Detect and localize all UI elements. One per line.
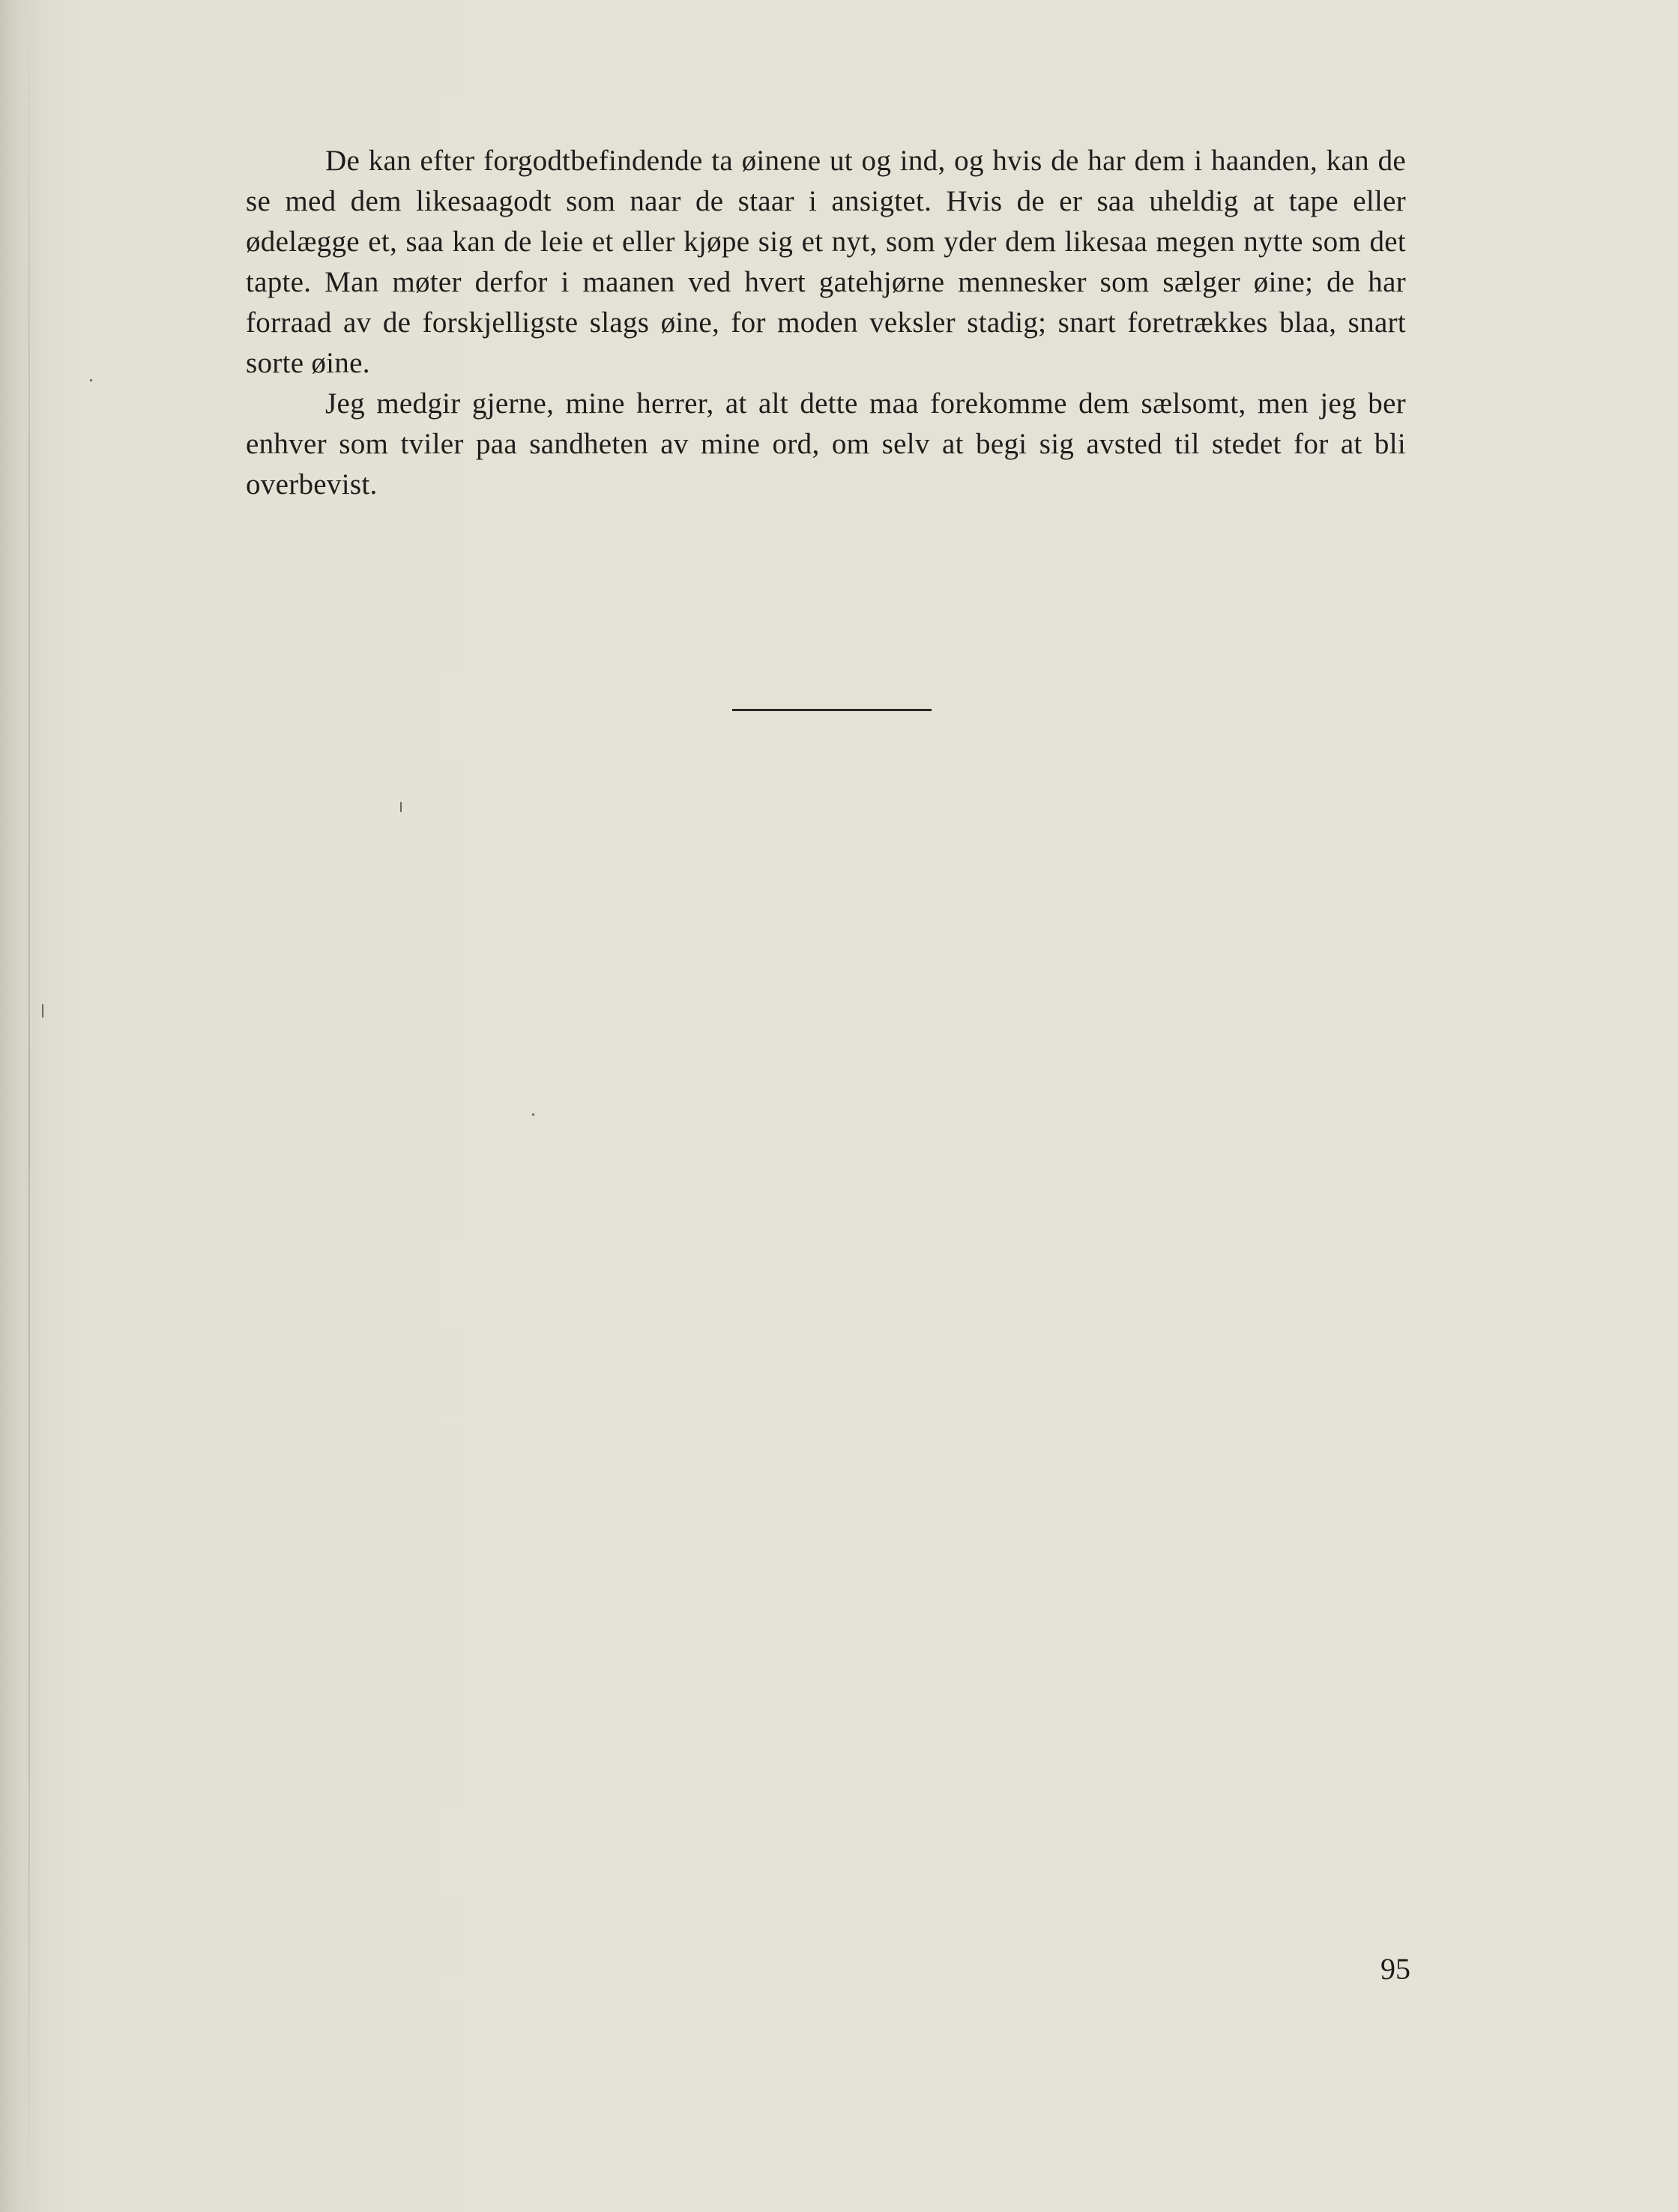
paragraph-1: De kan efter forgodtbefindende ta øinene ut og ind, og hvis de har dem i haanden, kan de se med dem likesaagodt som naar de staar i ansigtet. Hvis de er saa uheldig at tape eller ødelægge et, saa kan de leie et eller kjøpe sig et nyt, som yder dem likesaa megen nytte som det tapte. Man møter derfor i maanen ved hvert gatehjørne mennesker som sælger øine; de har forraad av de forskjelligste slags øine, for moden veksler stadig; snart foretrækkes blaa, snart sorte øine.: [246, 145, 1406, 379]
paper-speck: [42, 1004, 43, 1018]
paper-speck: [400, 802, 402, 812]
paper-speck: [90, 379, 92, 381]
paragraph-2: Jeg medgir gjerne, mine herrer, at alt dette maa forekomme dem sælsomt, men jeg ber enhver som tviler paa sandheten av mine ord, om selv at begi sig avsted til stedet for at bli overbevist.: [246, 387, 1406, 501]
section-divider: [732, 709, 932, 711]
body-text: [246, 141, 1406, 505]
paper-speck: [532, 1113, 534, 1116]
page-number: 95: [1380, 1952, 1410, 1986]
binding-gutter: [28, 0, 30, 2212]
